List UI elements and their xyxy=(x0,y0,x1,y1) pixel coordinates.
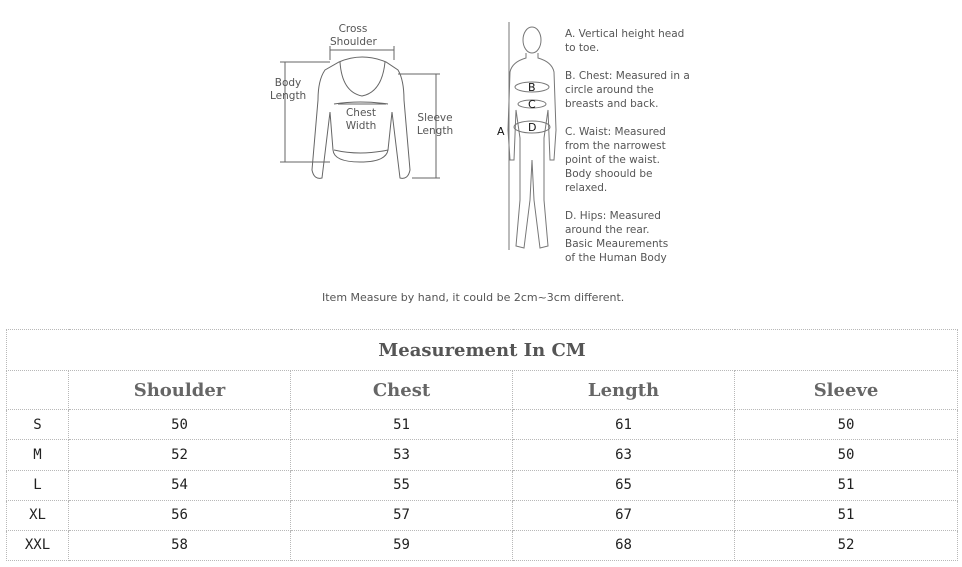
marker-b: B xyxy=(528,81,536,94)
measurement-table xyxy=(6,329,958,561)
size-cell: XL xyxy=(7,500,69,530)
hint-hips: D. Hips: Measured around the rear. Basic Meaurements of the Human Body xyxy=(565,210,669,264)
chest-width-label: Chest Width xyxy=(345,107,377,132)
header-size xyxy=(7,371,69,410)
size-cell: L xyxy=(7,470,69,500)
chest-value: 55 xyxy=(291,470,513,500)
marker-d: D xyxy=(528,121,537,134)
hint-waist: C. Waist: Measured from the narrowest point of the waist. Body shoould be relaxed. xyxy=(565,126,666,194)
sleeve-value: 50 xyxy=(735,410,958,440)
hint-chest: B. Chest: Measured in a circle around the breasts and back. xyxy=(565,70,690,110)
hint-vertical: A. Vertical height head to toe. xyxy=(565,28,685,54)
table-header-row xyxy=(7,371,958,410)
length-value: 61 xyxy=(513,410,735,440)
header-chest: Chest xyxy=(291,371,513,410)
header-shoulder: Shoulder xyxy=(69,371,291,410)
chest-value: 53 xyxy=(291,440,513,470)
table-title: Measurement In CM xyxy=(7,330,958,371)
shoulder-value: 56 xyxy=(69,500,291,530)
sleeve-value: 52 xyxy=(735,530,958,560)
shoulder-value: 54 xyxy=(69,470,291,500)
marker-a: A xyxy=(497,125,505,138)
figure-head xyxy=(523,27,541,53)
shoulder-value: 58 xyxy=(69,530,291,560)
shoulder-value: 52 xyxy=(69,440,291,470)
sleeve-value: 51 xyxy=(735,470,958,500)
length-value: 68 xyxy=(513,530,735,560)
table-row xyxy=(7,440,958,470)
table-row xyxy=(7,530,958,560)
body-length-label: Body Length xyxy=(270,77,307,102)
table-title-row xyxy=(7,330,958,371)
table-row xyxy=(7,470,958,500)
table-row xyxy=(7,500,958,530)
size-cell: S xyxy=(7,410,69,440)
chest-value: 59 xyxy=(291,530,513,560)
table-row xyxy=(7,410,958,440)
sleeve-value: 51 xyxy=(735,500,958,530)
shoulder-value: 50 xyxy=(69,410,291,440)
cross-shoulder-label: Cross Shoulder xyxy=(330,23,377,48)
length-value: 63 xyxy=(513,440,735,470)
header-length: Length xyxy=(513,371,735,410)
length-value: 65 xyxy=(513,470,735,500)
chest-value: 51 xyxy=(291,410,513,440)
size-cell: XXL xyxy=(7,530,69,560)
sleeve-length-label: Sleeve Length xyxy=(416,112,454,137)
measure-note: Item Measure by hand, it could be 2cm~3cm different. xyxy=(322,291,625,304)
marker-c: C xyxy=(528,98,536,111)
length-value: 67 xyxy=(513,500,735,530)
header-sleeve: Sleeve xyxy=(735,371,958,410)
sleeve-value: 50 xyxy=(735,440,958,470)
size-cell: M xyxy=(7,440,69,470)
chest-value: 57 xyxy=(291,500,513,530)
